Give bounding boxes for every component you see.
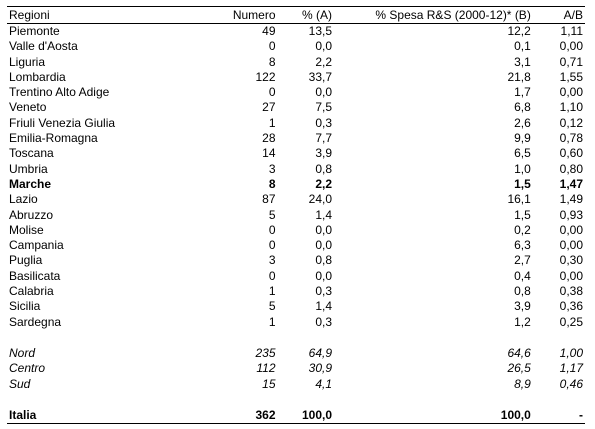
table-row: [7, 238, 585, 253]
cell-pct-a: 7,7: [315, 131, 332, 146]
cell-region: Valle d'Aosta: [9, 39, 78, 54]
cell-numero: 235: [255, 345, 276, 360]
cell-ratio: 1,49: [559, 192, 583, 207]
cell-spesa-b: 1,7: [514, 85, 531, 100]
cell-pct-a: 3,9: [315, 146, 332, 161]
cell-region: Friuli Venezia Giulia: [9, 115, 116, 130]
cell-ratio: 0,93: [559, 207, 583, 222]
cell-region: Lombardia: [9, 69, 66, 84]
table-row: [7, 269, 585, 284]
table-row: [7, 116, 585, 131]
header-ratio: A/B: [533, 7, 585, 24]
cell-numero: 5: [268, 207, 276, 222]
cell-spesa-b: 2,7: [514, 253, 531, 268]
table-row: [7, 299, 585, 314]
cell-region: Piemonte: [9, 24, 60, 38]
cell-ratio: 0,30: [559, 253, 583, 268]
macro-area-row: [7, 361, 585, 376]
cell-numero: 0: [268, 85, 276, 100]
cell-region: Veneto: [9, 100, 47, 115]
cell-region: Toscana: [9, 146, 54, 161]
cell-spesa-b: 6,5: [514, 146, 531, 161]
cell-numero: 27: [262, 100, 276, 115]
cell-numero: 3: [268, 253, 276, 268]
cell-spesa-b: 100,0: [334, 408, 533, 424]
cell-numero: 0: [268, 238, 276, 253]
cell-numero: 362: [220, 408, 278, 424]
cell-pct-a: 30,9: [308, 361, 332, 376]
cell-numero: 49: [262, 24, 276, 38]
cell-spesa-b: 1,5: [514, 176, 531, 191]
cell-pct-a: 0,0: [315, 268, 332, 283]
cell-ratio: 0,00: [559, 85, 583, 100]
cell-ratio: 0,12: [559, 115, 583, 130]
total-row: [7, 408, 585, 424]
cell-ratio: 0,00: [559, 39, 583, 54]
cell-ratio: 0,46: [559, 376, 583, 391]
cell-region: Italia: [7, 408, 220, 424]
spacer-cell: [7, 392, 585, 408]
table-row: [7, 85, 585, 100]
cell-ratio: 1,17: [559, 361, 583, 376]
cell-pct-a: 4,1: [315, 376, 332, 391]
cell-spesa-b: 0,1: [514, 39, 531, 54]
cell-region: Sicilia: [9, 299, 41, 314]
cell-numero: 1: [268, 314, 276, 329]
cell-spesa-b: 1,0: [514, 161, 531, 176]
table-row: [7, 131, 585, 146]
table-header-row: [7, 7, 585, 24]
cell-spesa-b: 64,6: [507, 345, 531, 360]
cell-pct-a: 2,2: [315, 54, 332, 69]
cell-ratio: 0,36: [559, 299, 583, 314]
cell-pct-a: 0,3: [315, 284, 332, 299]
cell-numero: 122: [255, 69, 276, 84]
cell-region: Nord: [9, 345, 36, 360]
cell-region: Sardegna: [9, 314, 62, 329]
cell-ratio: 0,25: [559, 314, 583, 329]
cell-numero: 0: [268, 268, 276, 283]
cell-ratio: -: [533, 408, 585, 424]
cell-numero: 8: [268, 54, 276, 69]
cell-ratio: 0,00: [559, 222, 583, 237]
table-row: [7, 55, 585, 70]
cell-spesa-b: 9,9: [514, 131, 531, 146]
cell-ratio: 0,60: [559, 146, 583, 161]
table-row: [7, 162, 585, 177]
cell-region: Basilicata: [9, 268, 61, 283]
cell-spesa-b: 3,1: [514, 54, 531, 69]
cell-numero: 5: [268, 299, 276, 314]
cell-region: Puglia: [9, 253, 43, 268]
cell-spesa-b: 1,5: [514, 207, 531, 222]
cell-pct-a: 0,0: [315, 238, 332, 253]
cell-pct-a: 0,8: [315, 253, 332, 268]
cell-region: Lazio: [9, 192, 38, 207]
cell-spesa-b: 0,8: [514, 284, 531, 299]
cell-ratio: 1,55: [559, 69, 583, 84]
cell-pct-a: 64,9: [308, 345, 332, 360]
table-row: [7, 146, 585, 161]
cell-numero: 3: [268, 161, 276, 176]
cell-region: Umbria: [9, 161, 48, 176]
cell-ratio: 1,00: [559, 345, 583, 360]
cell-pct-a: 33,7: [308, 69, 332, 84]
cell-region: Emilia-Romagna: [9, 131, 98, 146]
cell-pct-a: 7,5: [315, 100, 332, 115]
cell-numero: 8: [268, 176, 276, 191]
cell-spesa-b: 6,3: [514, 238, 531, 253]
cell-numero: 14: [262, 146, 276, 161]
cell-pct-a: 24,0: [308, 192, 332, 207]
cell-spesa-b: 21,8: [507, 69, 531, 84]
table-body: [7, 24, 585, 424]
cell-numero: 28: [262, 131, 276, 146]
table-row: [7, 192, 585, 207]
cell-numero: 87: [262, 192, 276, 207]
cell-region: Sud: [9, 376, 31, 391]
cell-ratio: 1,11: [560, 24, 583, 38]
spacer-row: [7, 392, 585, 408]
table-row: [7, 208, 585, 223]
table-row: [7, 39, 585, 54]
cell-spesa-b: 12,2: [507, 24, 531, 38]
header-region: Regioni: [7, 7, 220, 24]
table-row: [7, 284, 585, 299]
cell-pct-a: 1,4: [315, 299, 332, 314]
cell-pct-a: 0,0: [315, 85, 332, 100]
cell-numero: 1: [268, 115, 276, 130]
cell-region: Marche: [9, 176, 52, 191]
cell-spesa-b: 2,6: [514, 115, 531, 130]
cell-region: Calabria: [9, 284, 54, 299]
cell-pct-a: 13,5: [308, 24, 332, 38]
cell-numero: 0: [268, 222, 276, 237]
cell-ratio: 0,71: [559, 54, 583, 69]
cell-pct-a: 0,0: [315, 222, 332, 237]
cell-region: Liguria: [9, 54, 46, 69]
table-row: [7, 177, 585, 192]
header-spesa-b: % Spesa R&S (2000-12)* (B): [334, 7, 533, 24]
cell-region: Campania: [9, 238, 64, 253]
regional-data-table: [7, 6, 585, 424]
cell-spesa-b: 3,9: [514, 299, 531, 314]
cell-numero: 15: [262, 376, 276, 391]
cell-region: Trentino Alto Adige: [9, 85, 110, 100]
cell-spesa-b: 1,2: [514, 314, 531, 329]
header-pct-a: % (A): [278, 7, 334, 24]
cell-pct-a: 0,3: [315, 314, 332, 329]
spacer-row: [7, 330, 585, 346]
cell-spesa-b: 8,9: [514, 376, 531, 391]
macro-area-row: [7, 346, 585, 361]
cell-ratio: 0,80: [559, 161, 583, 176]
table-row: [7, 24, 585, 40]
table-row: [7, 253, 585, 268]
cell-spesa-b: 0,4: [514, 268, 531, 283]
cell-spesa-b: 16,1: [507, 192, 531, 207]
cell-region: Centro: [9, 361, 46, 376]
cell-ratio: 1,10: [559, 100, 583, 115]
cell-spesa-b: 26,5: [507, 361, 531, 376]
cell-spesa-b: 6,8: [514, 100, 531, 115]
cell-numero: 112: [256, 361, 276, 376]
cell-ratio: 0,38: [559, 284, 583, 299]
header-numero: Numero: [220, 7, 278, 24]
cell-pct-a: 100,0: [278, 408, 334, 424]
macro-area-row: [7, 377, 585, 392]
cell-region: Molise: [9, 222, 44, 237]
table-row: [7, 223, 585, 238]
spacer-cell: [7, 330, 585, 346]
cell-pct-a: 0,8: [315, 161, 332, 176]
cell-spesa-b: 0,2: [514, 222, 531, 237]
table-row: [7, 70, 585, 85]
cell-numero: 0: [268, 39, 276, 54]
cell-ratio: 0,78: [559, 131, 583, 146]
cell-pct-a: 0,3: [315, 115, 332, 130]
cell-ratio: 0,00: [559, 268, 583, 283]
cell-pct-a: 2,2: [315, 176, 332, 191]
cell-pct-a: 0,0: [315, 39, 332, 54]
cell-ratio: 0,00: [559, 238, 583, 253]
table-row: [7, 315, 585, 330]
cell-ratio: 1,47: [559, 176, 583, 191]
cell-region: Abruzzo: [9, 207, 54, 222]
cell-pct-a: 1,4: [315, 207, 332, 222]
table-row: [7, 100, 585, 115]
cell-numero: 1: [268, 284, 276, 299]
